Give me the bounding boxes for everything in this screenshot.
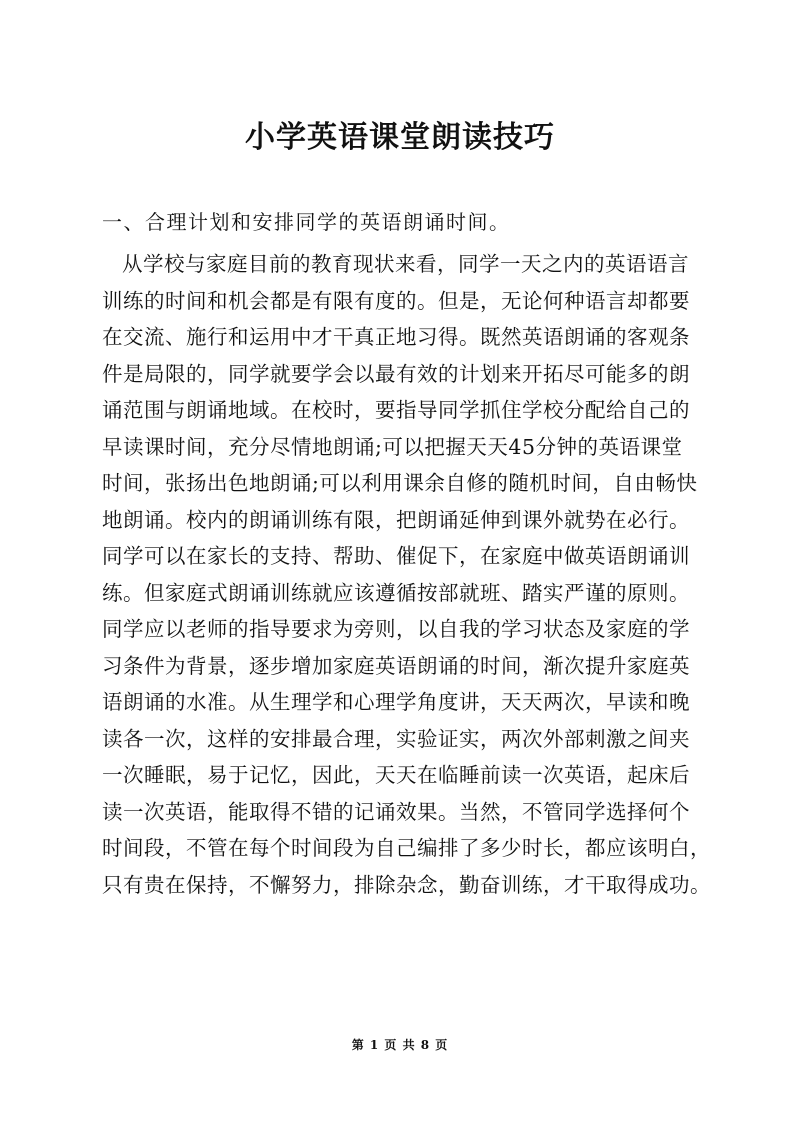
body-line: 读一次英语，能取得不错的记诵效果。当然，不管同学选择何个 — [102, 799, 690, 824]
section-heading: 一、合理计划和安排同学的英语朗诵时间。 — [102, 210, 511, 234]
body-line: 早读课时间，充分尽情地朗诵;可以把握天天45分钟的英语课堂 — [102, 434, 683, 459]
body-line: 一次睡眠，易于记忆，因此，天天在临睡前读一次英语，起床后 — [102, 763, 690, 787]
body-line: 只有贵在保持，不懈努力，排除杂念，勤奋训练，才干取得成功。 — [102, 872, 711, 897]
body-line: 练。但家庭式朗诵训练就应该遵循按部就班、踏实严谨的原则。 — [102, 580, 690, 605]
body-line: 件是局限的，同学就要学会以最有效的计划来开拓尽可能多的朗 — [102, 361, 690, 386]
body-line: 同学可以在家长的支持、帮助、催促下，在家庭中做英语朗诵训 — [102, 544, 690, 568]
body-line: 语朗诵的水准。从生理学和心理学角度讲，天天两次，早读和晚 — [102, 690, 690, 714]
body-line: 习条件为背景，逐步增加家庭英语朗诵的时间，渐次提升家庭英 — [102, 653, 690, 678]
body-line: 时间，张扬出色地朗诵;可以利用课余自修的随机时间，自由畅快 — [102, 471, 698, 495]
body-line: 读各一次，这样的安排最合理，实验证实，两次外部刺激之间夹 — [102, 726, 690, 751]
body-line: 训练的时间和机会都是有限有度的。但是，无论何种语言却都要 — [102, 288, 690, 313]
body-line: 同学应以老师的指导要求为旁则，以自我的学习状态及家庭的学 — [102, 617, 690, 641]
body-line: 诵范围与朗诵地域。在校时，要指导同学抓住学校分配给自己的 — [102, 398, 690, 422]
page-number: 第 1 页 共 8 页 — [351, 1038, 449, 1052]
body-line: 在交流、施行和运用中才干真正地习得。既然英语朗诵的客观条 — [102, 325, 690, 349]
document-title: 小学英语课堂朗读技巧 — [245, 120, 555, 155]
body-line: 从学校与家庭目前的教育现状来看，同学一天之内的英语语言 — [122, 252, 689, 276]
body-line: 地朗诵。校内的朗诵训练有限，把朗诵延伸到课外就势在必行。 — [102, 507, 690, 532]
body-line: 时间段，不管在每个时间段为自己编排了多少时长，都应该明白， — [102, 836, 711, 860]
body-paragraph — [102, 246, 722, 903]
